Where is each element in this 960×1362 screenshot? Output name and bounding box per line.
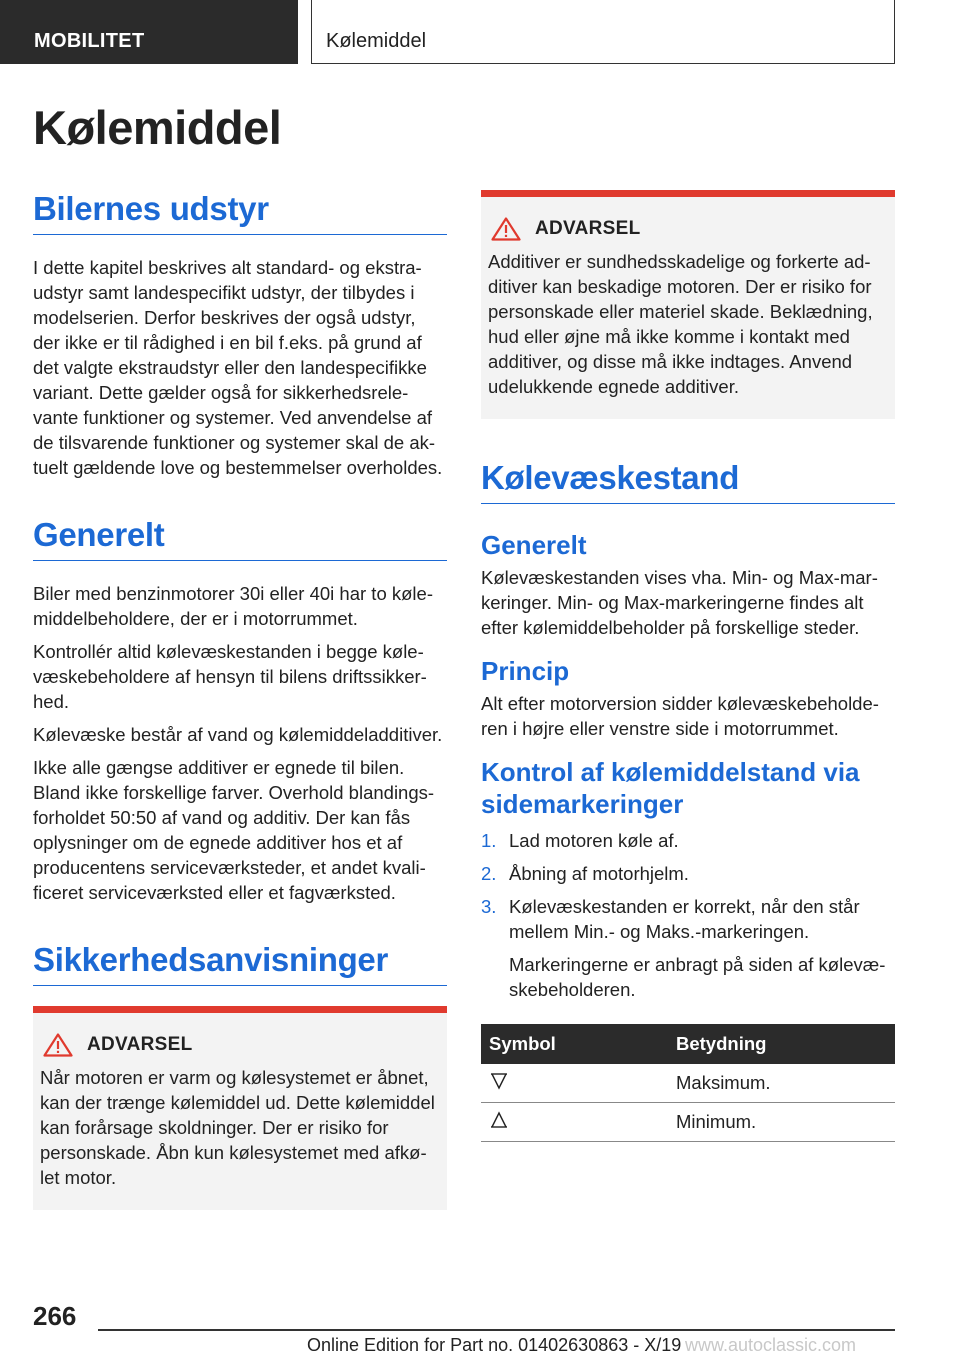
subheading-check: Kontrol af kølemiddelstand via sidemarkeringer [481,757,860,819]
meaning-cell: Maksimum. [668,1064,895,1103]
symbol-cell [481,1064,668,1103]
heading-general: Generelt [33,516,447,561]
subheading-general: Generelt [481,530,587,560]
list-item [481,894,895,944]
subheading-principle: Princip [481,656,570,687]
steps-list [481,828,895,944]
warning-triangle-icon [43,1033,73,1057]
step-note: Markeringerne er anbragt på siden af kølevæskebeholderen. [509,953,886,1000]
column-header-symbol: Symbol [481,1024,668,1064]
warning-title: ADVARSEL [535,218,641,239]
watermark-text: www.autoclassic.com [685,1335,857,1355]
min-mark-icon [489,1110,509,1130]
list-item [481,828,895,853]
heading-equipment: Bilernes udstyr [33,190,447,235]
table-row [481,1064,895,1103]
paragraph-principle: Alt efter motorversion sidder kølevæskebeholderen i højre eller venstre side i motorrummet. [481,693,879,740]
heading-safety: Sikkerhedsanvisninger [33,941,447,986]
paragraph-general-3: Kølevæske består af vand og kølemiddeladditiver. [33,724,443,745]
table-row [481,1103,895,1142]
symbol-table [481,1024,895,1143]
warning-text: Når motoren er varm og kølesystemet er åbnet, kan der trænge kølemiddel ud. Dette kølemiddel kan forårsage skoldninger. Der er risiko for personskade. Åbn kun kølesystemet med afkølet motor. [40,1067,435,1188]
page-title: Kølemiddel [33,101,282,154]
page-header [0,0,960,66]
left-column [33,190,447,1210]
footer-divider [98,1329,895,1331]
warning-triangle-icon [491,217,521,241]
paragraph-general-2: Kontrollér altid kølevæskestanden i begge kølevæskebeholdere af hensyn til bilens driftssikkerhed. [33,641,427,712]
warning-box-left [33,1006,447,1210]
paragraph-equipment: I dette kapitel beskrives alt standard- og ekstraudstyr samt landespecifikt udstyr, der tilbydes i modelserien. Derfor beskrives der også udstyr, der ikke er til rådighed i en bil f.eks. på grund af det valgte ekstraudstyr eller den landespecifikke variant. Dette gælder også for sikkerhedsrelevante funktioner og systemer. Ved anvendelse af de tilsvarende funktioner og systemer skal de aktuelt gældende love og bestemmelser overholdes. [33,257,443,478]
symbol-cell [481,1103,668,1142]
paragraph-level-general: Kølevæskestanden vises vha. Min- og Max-markeringer. Min- og Max-markeringerne findes alt efter kølemiddelbeholder på forskellige steder. [481,567,878,639]
step-text: Kølevæskestanden er korrekt, når den står mellem Min.- og Maks.-markeringen. [509,895,860,942]
list-item [481,861,895,886]
table-header-row [481,1024,895,1064]
warning-header [488,217,885,241]
chapter-label: Kølemiddel [311,0,895,64]
step-text: Åbning af motorhjelm. [509,862,689,884]
heading-coolant-level: Kølevæskestand [481,459,895,504]
warning-header [40,1033,437,1057]
edition-text: Online Edition for Part no. 01402630863 - X/19 [307,1335,682,1355]
paragraph-general-1: Biler med benzinmotorer 30i eller 40i har to kølemiddelbeholdere, der er i motorrummet. [33,583,433,629]
paragraph-general-4: Ikke alle gængse additiver er egnede til bilen. Bland ikke forskellige farver. Overhold blandingsforholdet 50:50 af vand og additiv. Der kan fås oplysninger om de egnede additiver hos et af producentens serviceværksteder, et andet kvalificeret serviceværksted eller et fagværksted. [33,757,435,903]
column-header-meaning: Betydning [668,1024,895,1064]
meaning-cell: Minimum. [668,1103,895,1142]
step-text: Lad motoren køle af. [509,829,679,851]
warning-box-right [481,190,895,419]
step-number: 3. [481,895,497,917]
page-footer [0,1295,960,1362]
warning-title: ADVARSEL [87,1034,193,1055]
step-number: 2. [481,862,497,884]
warning-text: Additiver er sundhedsskadelige og forkerte additiver kan beskadige motoren. Der er risiko for personskade eller materiel skade. Beklædning, hud eller øjne må ikke komme i kontakt med additiver, og disse må ikke indtages. Anvend udelukkende egnede additiver. [488,251,873,397]
step-number: 1. [481,829,497,851]
right-column [481,190,895,1142]
page-number: 266 [33,1301,77,1331]
max-mark-icon [489,1071,509,1091]
section-label: MOBILITET [0,0,298,64]
